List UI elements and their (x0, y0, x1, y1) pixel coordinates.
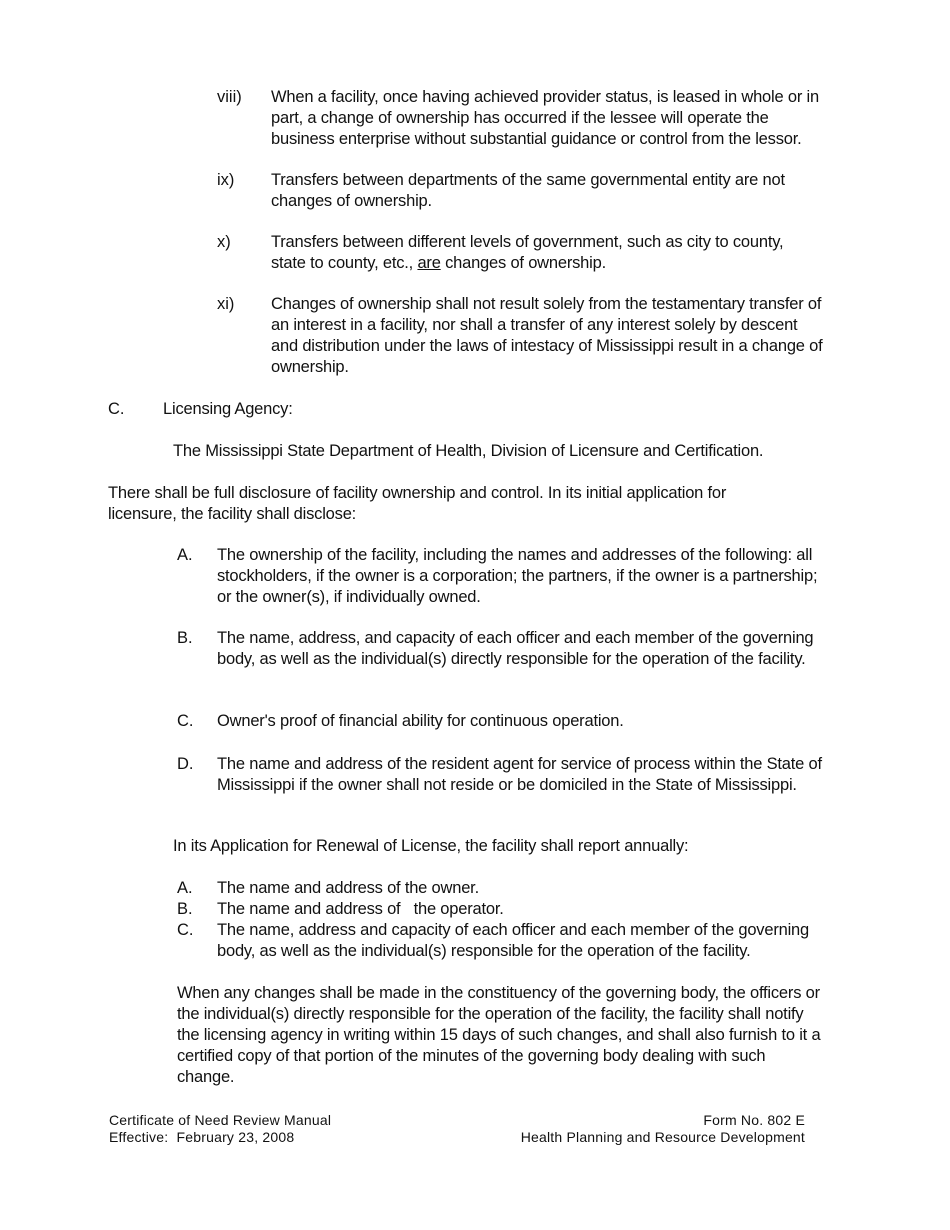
list-marker: C. (177, 921, 194, 939)
list-marker: A. (177, 546, 193, 564)
section-heading: Licensing Agency: (163, 400, 293, 418)
renewal-intro: In its Application for Renewal of License, the facility shall report annually: (173, 837, 689, 855)
disclosure-intro: There shall be full disclosure of facility ownership and control. In its initial application for licensure, the facility shall disclose: (108, 484, 727, 523)
list-marker: C. (177, 712, 194, 730)
list-item: Owner's proof of financial ability for continuous operation. (217, 712, 624, 730)
item-text: Transfers between departments of the same governmental entity are not changes of ownership. (271, 171, 785, 210)
list-item: The name and address of the operator. (217, 900, 504, 918)
item-marker: ix) (217, 171, 235, 189)
item-marker: xi) (217, 295, 235, 313)
section-marker: C. (108, 400, 125, 418)
list-item: The name and address of the resident agent for service of process within the State of Mississippi if the owner shall not reside or be domiciled in the State of Mississippi. (217, 755, 822, 794)
item-marker: viii) (217, 88, 242, 106)
list-marker: B. (177, 629, 193, 647)
section-body: The Mississippi State Department of Health, Division of Licensure and Certification. (173, 442, 764, 460)
footer-effective-date: Effective: February 23, 2008 (109, 1129, 295, 1145)
item-text: When a facility, once having achieved provider status, is leased in whole or in part, a change of ownership has occurred if the lessee will operate the business enterprise without substantial guidance or control from the lessor. (271, 88, 819, 148)
footer-department: Health Planning and Resource Development (520, 1129, 805, 1145)
list-item: The name and address of the owner. (217, 879, 479, 897)
underlined-word: are (417, 254, 441, 272)
footer-form-number: Form No. 802 E (703, 1112, 805, 1128)
item-marker: x) (217, 233, 231, 251)
list-item: The ownership of the facility, including the names and addresses of the following: all stockholders, if the owner is a corporation; the partners, if the owner is a partnership; or the owner(s), if individually owned. (217, 546, 818, 606)
list-marker: B. (177, 900, 193, 918)
list-item: The name, address, and capacity of each officer and each member of the governing body, as well as the individual(s) directly responsible for the operation of the facility. (217, 629, 814, 668)
changes-paragraph: When any changes shall be made in the constituency of the governing body, the officers or the individual(s) directly responsible for the operation of the facility, the facility shall notify the licensing agency in writing within 15 days of such changes, and shall also furnish to it a certified copy of that portion of the minutes of the governing body dealing with such change. (177, 984, 821, 1086)
list-marker: D. (177, 755, 194, 773)
list-marker: A. (177, 879, 193, 897)
list-item: The name, address and capacity of each officer and each member of the governing body, as well as the individual(s) responsible for the operation of the facility. (217, 921, 810, 960)
item-text: Changes of ownership shall not result solely from the testamentary transfer of an interest in a facility, nor shall a transfer of any interest solely by descent and distribution under the laws of intestacy of Mississippi result in a change of ownership. (271, 295, 823, 376)
item-text: Transfers between different levels of government, such as city to county, state to county, etc., are changes of ownership. (271, 233, 784, 272)
footer-manual-title: Certificate of Need Review Manual (109, 1112, 332, 1128)
